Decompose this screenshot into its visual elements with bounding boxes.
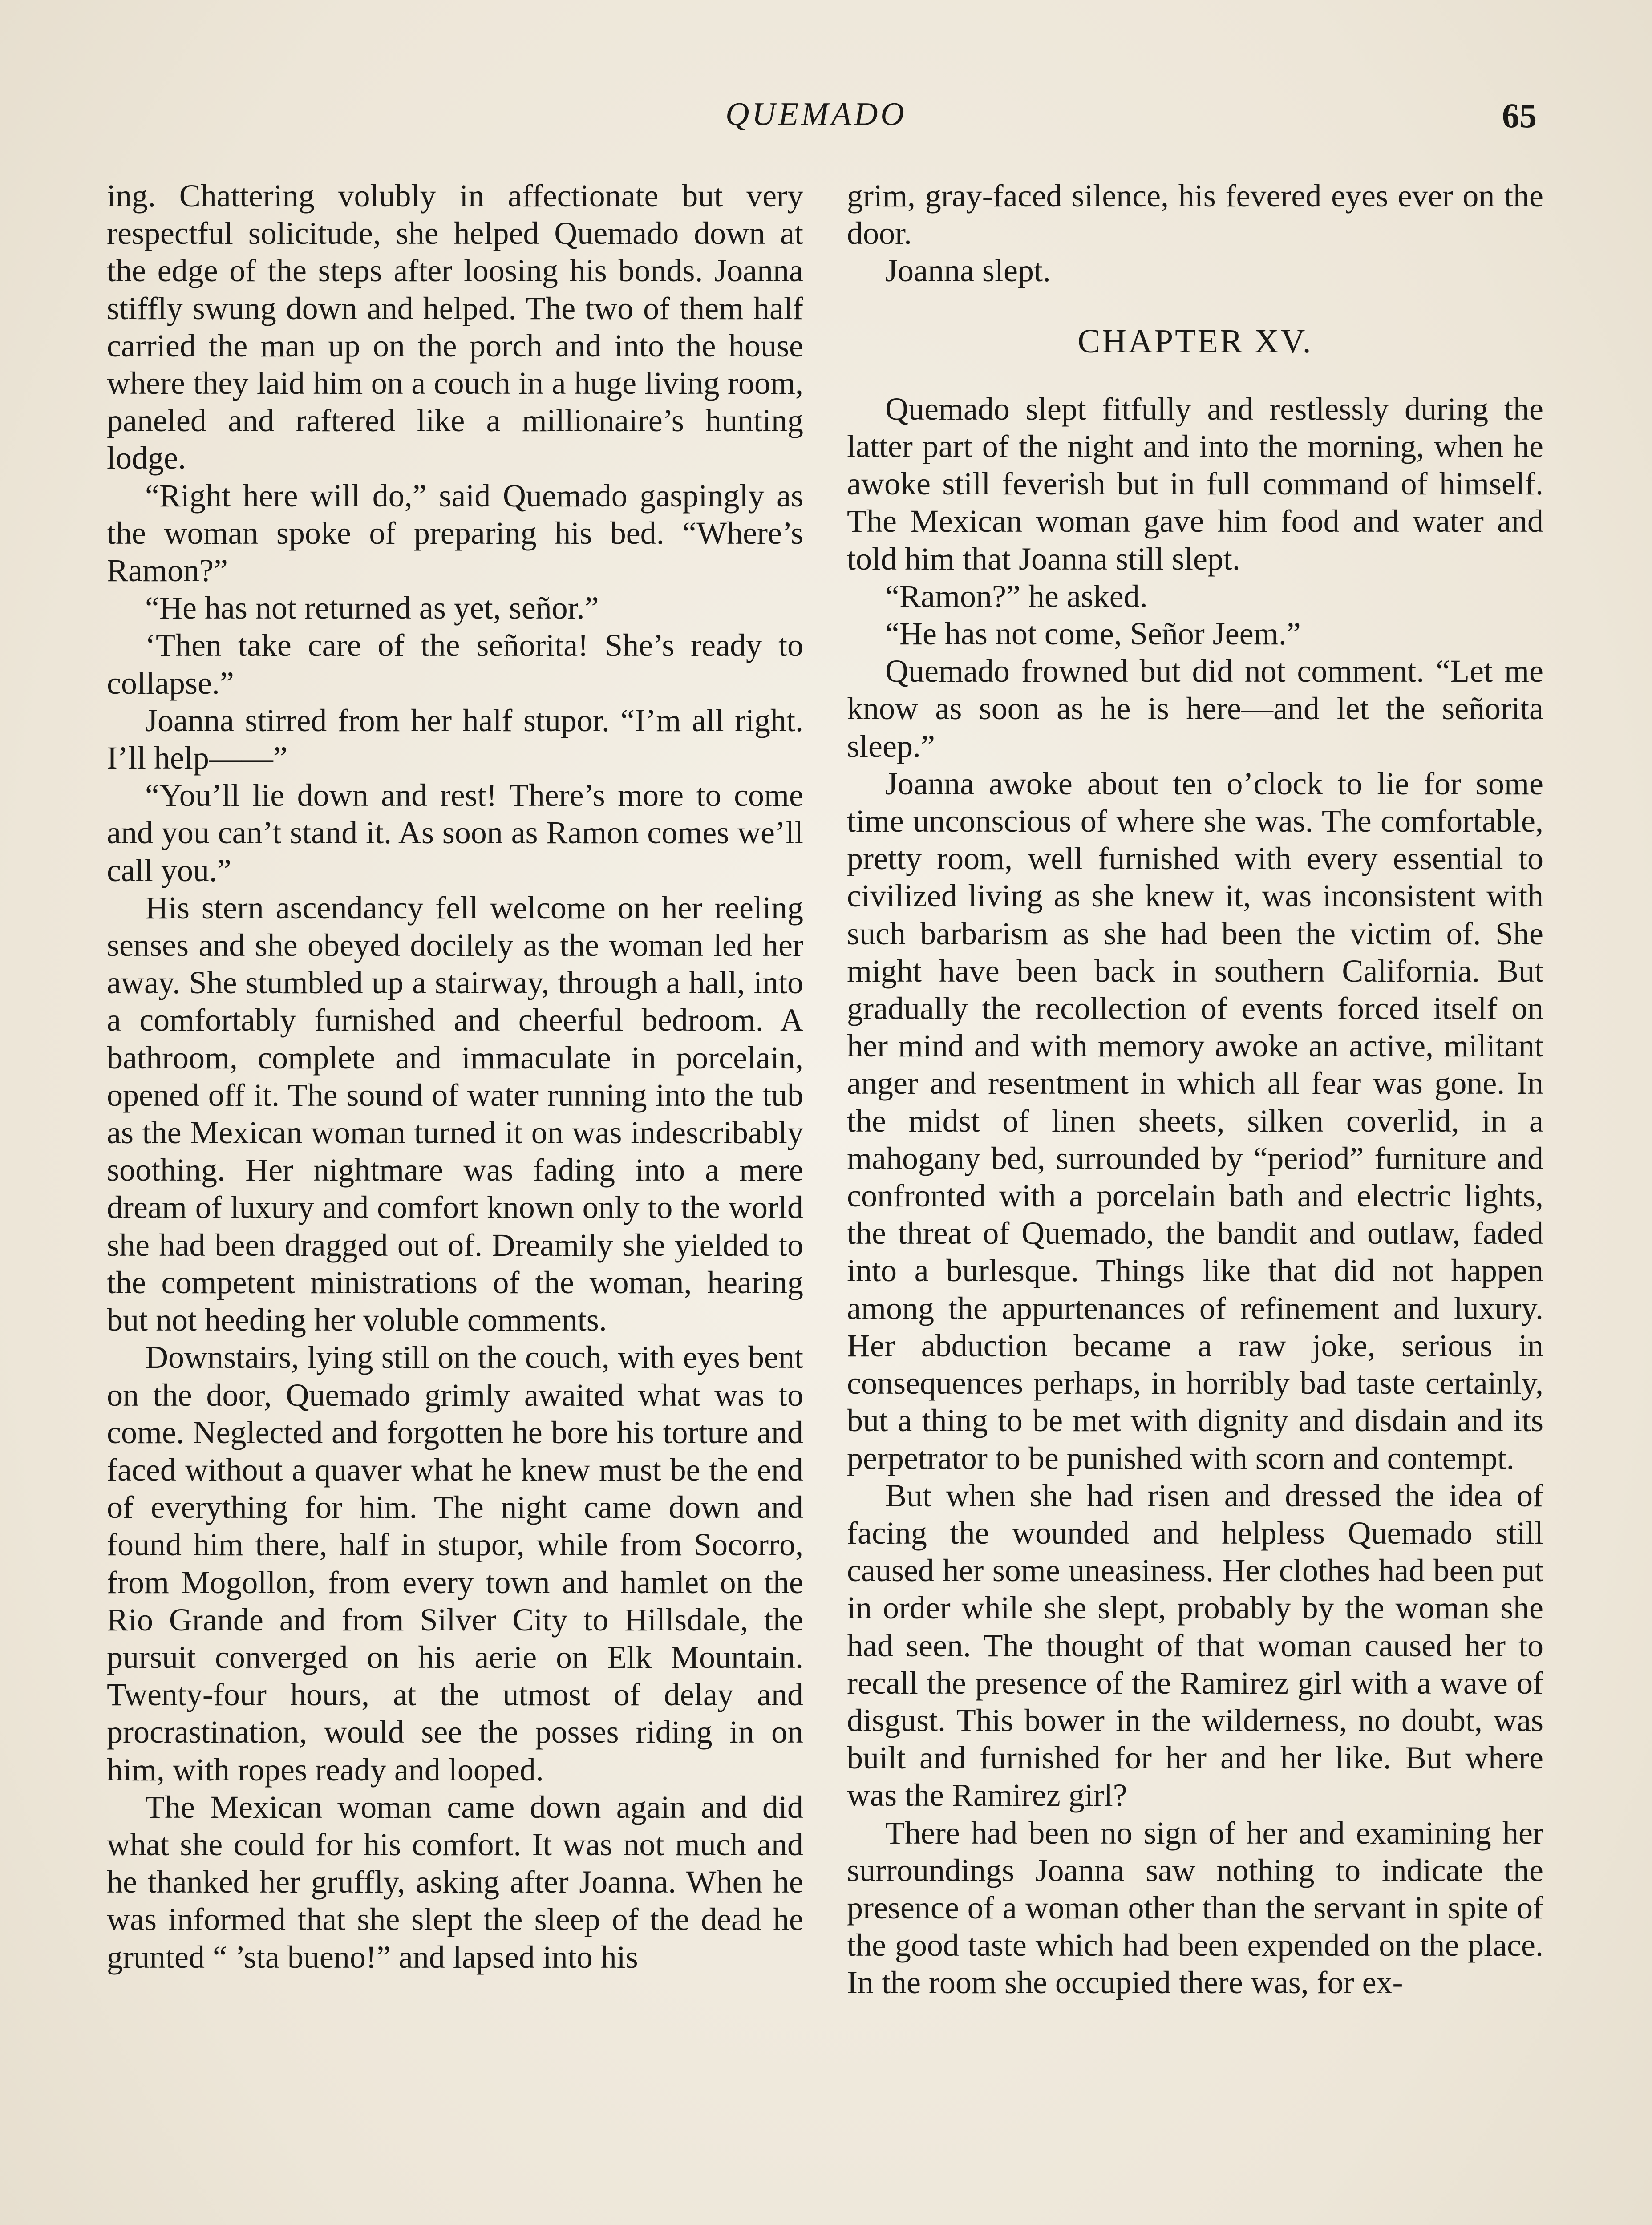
paragraph: “Ramon?” he asked.: [885, 578, 1148, 614]
paragraph: But when she had risen and dressed the idea of facing the wounded and helpless Quemado still caused her some uneasiness. Her clothes had been put in order while she slept, probably by the woman she had seen. The thought of that woman caused her to recall the presence of the Ramirez girl with a wave of disgust. This bower in the wilderness, no doubt, was built and furnished for her and her like. But where was the Ramirez girl?: [847, 1477, 1543, 1813]
paragraph: Quemado frowned but did not comment. “Let me know as soon as he is here—and let the señorita sleep.”: [847, 653, 1543, 764]
paragraph: Joanna slept.: [885, 253, 1051, 289]
paragraph: Downstairs, lying still on the couch, with eyes bent on the door, Quemado grimly awaited what was to come. Neglected and forgotten he bore his torture and faced without a quaver what he knew must be the end of everything for him. The night came down and found him there, half in stupor, while from Socorro, from Mogollon, from every town and hamlet on the Rio Grande and from Silver City to Hillsdale, the pursuit converged on his aerie on Elk Mountain. Twenty-four hours, at the utmost of delay and procrastination, would see the posses riding in on him, with ropes ready and looped.: [107, 1339, 803, 1788]
left-column: [107, 177, 803, 1976]
right-column: [847, 177, 1543, 2002]
running-title: QUEMADO: [725, 96, 907, 133]
paragraph: ing. Chattering volubly in affectionate but very respectful solicitude, she helped Quemado down at the edge of the steps after loosing his bonds. Joanna stiffly swung down and helped. The two of them half carried the man up on the porch and into the house where they laid him on a couch in a huge living room, paneled and raftered like a millionaire’s hunting lodge.: [107, 178, 803, 476]
paragraph: “He has not come, Señor Jeem.”: [885, 616, 1301, 652]
paragraph: There had been no sign of her and examining her surroundings Joanna saw nothing to indicate the presence of a woman other than the servant in spite of the good taste which had been expended on the place. In the room she occupied there was, for ex-: [847, 1815, 1543, 2001]
paragraph: Quemado slept fitfully and restlessly during the latter part of the night and into the morning, when he awoke still feverish but in full command of himself. The Mexican woman gave him food and water and told him that Joanna still slept.: [847, 391, 1543, 577]
paragraph: ‘Then take care of the señorita! She’s ready to collapse.”: [107, 627, 803, 701]
page-number: 65: [1502, 96, 1537, 135]
paragraph: Joanna stirred from her half stupor. “I’m all right. I’ll help——”: [107, 702, 803, 776]
paragraph: The Mexican woman came down again and did what she could for his comfort. It was not much and he thanked her gruffly, asking after Joanna. When he was informed that she slept the sleep of the dead he grunted “ ’sta bueno!” and lapsed into his: [107, 1789, 803, 1975]
paragraph: His stern ascendancy fell welcome on her reeling senses and she obeyed docilely as the woman led her away. She stumbled up a stairway, through a hall, into a comfortably furnished and cheerful bedroom. A bathroom, complete and immaculate in porcelain, opened off it. The sound of water running into the tub as the Mexican woman turned it on was indescribably soothing. Her nightmare was fading into a mere dream of luxury and comfort known only to the world she had been dragged out of. Dreamily she yielded to the competent ministrations of the woman, hearing but not heeding her voluble comments.: [107, 890, 803, 1338]
paragraph: “He has not returned as yet, señor.”: [145, 590, 599, 626]
running-head: [0, 96, 1652, 149]
chapter-heading: CHAPTER XV.: [1077, 322, 1313, 360]
paragraph: “Right here will do,” said Quemado gaspingly as the woman spoke of preparing his bed. “Where’s Ramon?”: [107, 477, 803, 589]
paragraph: grim, gray-faced silence, his fevered eyes ever on the door.: [847, 178, 1543, 251]
paragraph: “You’ll lie down and rest! There’s more to come and you can’t stand it. As soon as Ramon comes we’ll call you.”: [107, 777, 803, 888]
paragraph: Joanna awoke about ten o’clock to lie for some time unconscious of where she was. The comfortable, pretty room, well furnished with every essential to civilized living as she knew it, was inconsistent with such barbarism as she had been the victim of. She might have been back in southern California. But gradually the recollection of events forced itself on her mind and with memory awoke an active, militant anger and resentment in which all fear was gone. In the midst of linen sheets, silken coverlid, in a mahogany bed, surrounded by “period” furniture and confronted with a porcelain bath and electric lights, the threat of Quemado, the bandit and outlaw, faded into a burlesque. Things like that did not happen among the appurtenances of refinement and luxury. Her abduction became a raw joke, serious in consequences perhaps, in horribly bad taste certainly, but a thing to be met with dignity and disdain and its perpetrator to be punished with scorn and contempt.: [847, 765, 1543, 1476]
